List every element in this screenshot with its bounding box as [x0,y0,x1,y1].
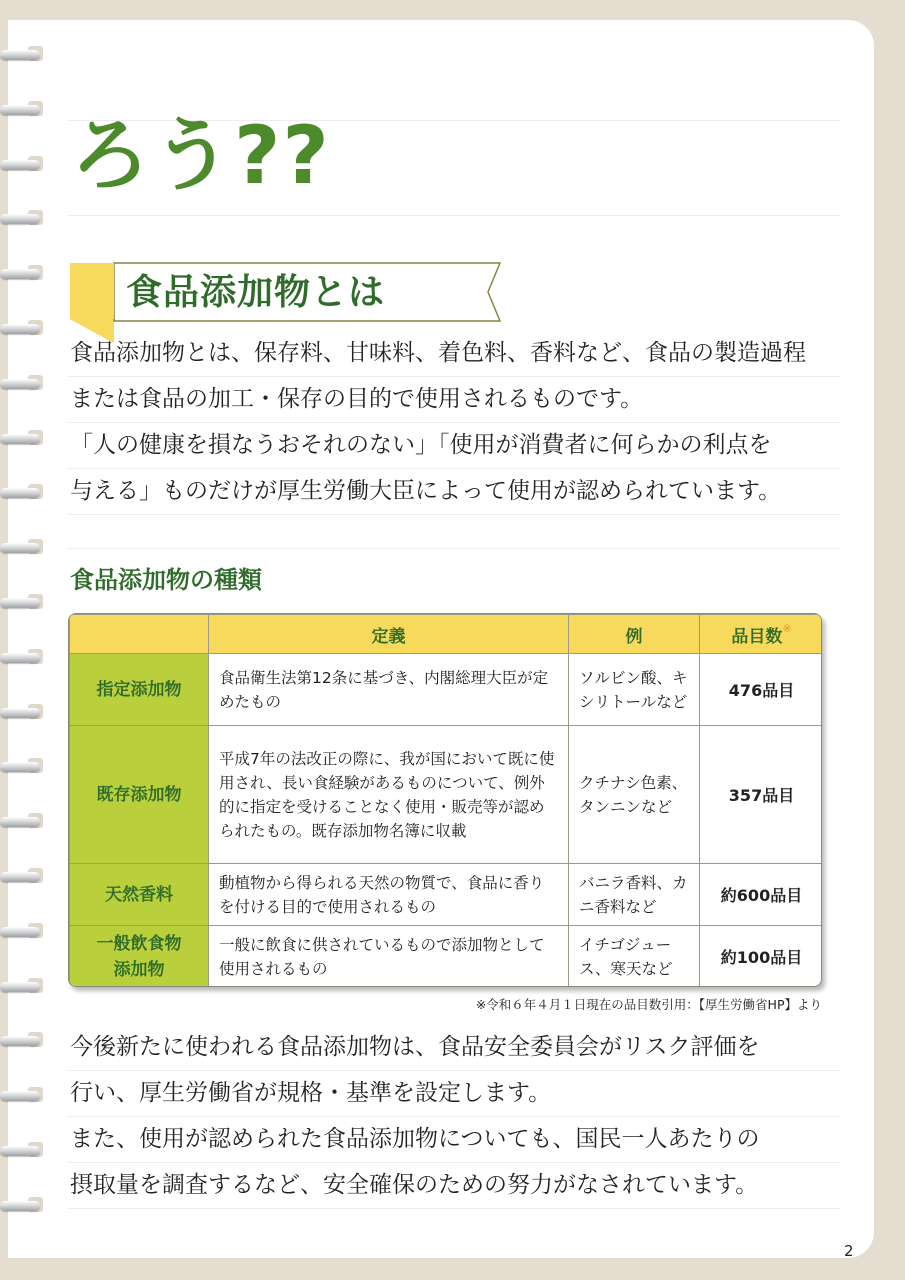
column-header-count [700,615,823,654]
types-heading: 食品添加物の種類 [70,566,262,594]
spiral-ring [0,99,46,121]
ruled-line [68,215,840,216]
note-mark: ※ [782,621,792,635]
spiral-ring [0,1140,46,1162]
spiral-ring [0,482,46,504]
column-header-example: 例 [569,615,700,654]
ruled-line [68,548,840,549]
spiral-ring [0,428,46,450]
row-example: ソルビン酸、キシリトールなど [569,654,700,726]
row-name-line: 天然香料 [105,884,173,905]
spiral-ring [0,208,46,230]
row-definition: 平成7年の法改正の際に、我が国において既に使用され、長い食経験があるものについて、例外的に指定を受けることなく使用・販売等が認められたもの。既存添加物名簿に収載 [209,726,569,864]
outro-line: 行い、厚生労働省が規格・基準を設定します。 [70,1080,552,1106]
spiral-ring [0,592,46,614]
intro-line: 食品添加物とは、保存料、甘味料、着色料、香料など、食品の製造過程 [70,340,806,366]
row-count: 357品目 [700,726,823,864]
spiral-ring [0,702,46,724]
row-name-line: 添加物 [113,959,165,980]
outro-line: また、使用が認められた食品添加物についても、国民一人あたりの [70,1126,760,1152]
spiral-ring [0,537,46,559]
table-row [70,726,823,864]
outro-paragraph [70,1024,840,1208]
spiral-ring [0,1085,46,1107]
page-number: 2 [844,1242,854,1260]
page-heading: ろう?? [70,109,331,202]
column-header-count-label: 品目数 [731,626,783,647]
intro-line: 与える」ものだけが厚生労働大臣によって使用が認められています。 [70,478,782,504]
table-row [70,654,823,726]
column-header-blank [70,615,209,654]
spiral-ring [0,647,46,669]
spiral-ring [0,811,46,833]
additive-types-table [68,613,822,987]
spiral-ring [0,866,46,888]
intro-paragraph [70,330,840,514]
intro-line: 「人の健康を損なうおそれのない」「使用が消費者に何らかの利点を [70,432,772,458]
notebook-page [8,20,874,1258]
section-title: 食品添加物とは [126,272,386,313]
table-footnote: ※令和６年４月１日現在の品目数引用：【厚生労働省HP】より [475,997,822,1012]
table-row [70,926,823,988]
row-name-line: 指定添加物 [96,679,182,700]
row-name [70,864,209,926]
row-example: バニラ香料、カニ香料など [569,864,700,926]
outro-line: 今後新たに使われる食品添加物は、食品安全委員会がリスク評価を [70,1034,760,1060]
spiral-ring [0,921,46,943]
spiral-ring [0,318,46,340]
table-header-row [70,615,823,654]
row-definition: 食品衛生法第12条に基づき、内閣総理大臣が定めたもの [209,654,569,726]
row-count: 約600品目 [700,864,823,926]
row-name [70,726,209,864]
row-name-line: 一般飲食物 [96,933,182,954]
spiral-ring [0,1030,46,1052]
row-example: クチナシ色素、タンニンなど [569,726,700,864]
row-count: 約100品目 [700,926,823,988]
spiral-ring [0,373,46,395]
ruled-line [68,514,840,515]
spiral-ring [0,44,46,66]
intro-line: または食品の加工・保存の目的で使用されるものです。 [70,386,644,412]
spiral-ring [0,154,46,176]
spiral-ring [0,263,46,285]
ruled-line [68,1208,840,1209]
row-example: イチゴジュース、寒天など [569,926,700,988]
outro-line: 摂取量を調査するなど、安全確保のための努力がなされています。 [70,1172,759,1198]
row-definition: 一般に飲食に供されているもので添加物として使用されるもの [209,926,569,988]
row-definition: 動植物から得られる天然の物質で、食品に香りを付ける目的で使用されるもの [209,864,569,926]
row-name [70,926,209,988]
spiral-ring [0,756,46,778]
row-count: 476品目 [700,654,823,726]
row-name-line: 既存添加物 [96,784,182,805]
column-header-definition: 定義 [209,615,569,654]
spiral-ring [0,1195,46,1217]
spiral-ring [0,976,46,998]
table-row [70,864,823,926]
row-name [70,654,209,726]
